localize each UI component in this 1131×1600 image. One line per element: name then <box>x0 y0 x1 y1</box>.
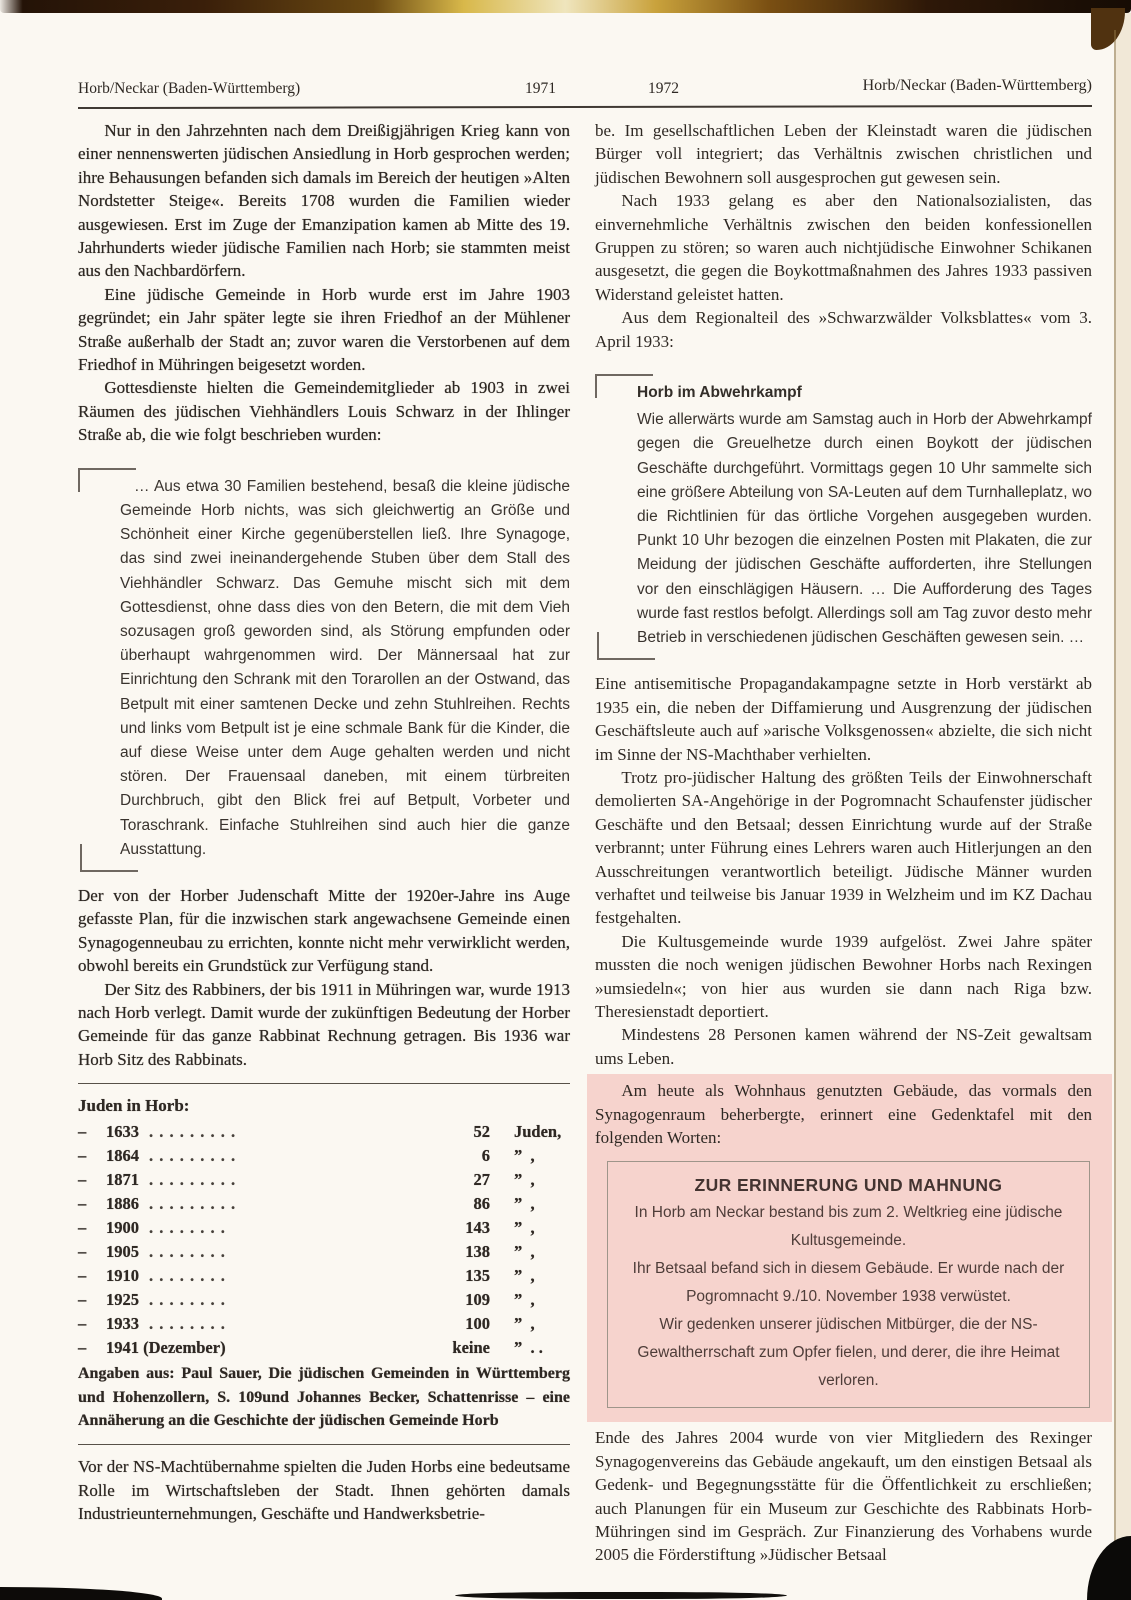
statistics-rows <box>78 1120 570 1360</box>
paragraph: Aus dem Regionalteil des »Schwarzwälder Volksblattes« vom 3. April 1933: <box>595 308 1092 351</box>
right-paragraph-group-3 <box>595 1426 1092 1566</box>
paragraph: be. Im gesellschaftlichen Leben der Kleinstadt waren die jüdischen Bürger voll integriert; das Verhältnis zwischen christlichen und jüdischen Bewohnern soll ausgesprochen gut gewesen sein. <box>595 121 1092 187</box>
paragraph: Trotz pro-jüdischer Haltung des größten Teils der Einwohnerschaft demolierten SA-Angehörige in der Pogromnacht Schaufenster jüdischer Geschäfte und den Betsaal; dessen Einrichtung wurde auf der Straße verbrannt; unter Führung eines Lehrers waren auch Hitlerjungen an den Ausschreitungen verantwortlich beteiligt. Jüdische Männer wurden verhaftet und teilweise bis Januar 1939 in Welzheim und im KZ Dachau festgehalten. <box>595 767 1092 928</box>
left-paragraph-group-1 <box>78 119 570 447</box>
stat-row <box>78 1216 570 1240</box>
left-column <box>78 119 570 1526</box>
section-rule <box>78 1083 570 1084</box>
scan-edge-top <box>0 0 1131 13</box>
stat-dot-leader: . . . . . . . . . <box>149 1122 237 1142</box>
right-paragraph-group-1 <box>595 119 1092 353</box>
stat-dot-leader <box>226 1336 442 1360</box>
stat-dot-leader: . . . . . . . . . <box>149 1170 237 1190</box>
stat-row <box>78 1288 570 1312</box>
stat-unit: ” , <box>514 1218 535 1238</box>
left-paragraph-group-3 <box>78 1455 570 1525</box>
stat-count: 100 <box>465 1314 490 1334</box>
left-paragraph-group-2 <box>78 884 570 1071</box>
stat-dash: – <box>78 1218 87 1238</box>
stat-dash: – <box>78 1314 87 1334</box>
stat-row <box>78 1264 570 1288</box>
paragraph: Gottesdienste hielten die Gemeindemitglieder ab 1903 in zwei Räumen des jüdischen Viehhändlers Louis Schwarz in der Ihlinger Straße ab, die wie folgt beschrieben wurden: <box>78 378 570 445</box>
paragraph: Der von der Horber Judenschaft Mitte der 1920er-Jahre ins Auge gefasste Plan, für die inzwischen stark angewachsene Gemeinde einen Synagogenneubau zu errichten, konnte nicht mehr verwirklicht werden, obwohl bereits ein Grundstück zur Verfügung stand. <box>78 885 570 976</box>
right-paragraph-group-2 <box>595 672 1092 1070</box>
stat-count: keine <box>452 1338 490 1358</box>
statistics-heading: Juden in Horb: <box>78 1096 190 1116</box>
stat-year: 1905 <box>106 1242 139 1262</box>
stat-count: 135 <box>465 1266 490 1286</box>
column-number-left: 1971 <box>525 80 556 97</box>
stat-dash: – <box>78 1338 87 1358</box>
stat-year: 1925 <box>106 1290 139 1310</box>
page-edge-strip <box>1116 13 1131 1600</box>
section-rule <box>78 1444 570 1445</box>
stat-unit: ” . . <box>514 1338 543 1358</box>
stat-row <box>78 1168 570 1192</box>
stat-unit: ” , <box>514 1146 535 1166</box>
paragraph: Der Sitz des Rabbiners, der bis 1911 in Mühringen war, wurde 1913 nach Horb verlegt. Damit wurde der zukünftigen Bedeutung der Horber Gemeinde für das ganze Rabbinat Rechnung getragen. Bis 1936 war Horb Sitz des Rabbinats. <box>78 979 570 1069</box>
statistics-source <box>78 1362 570 1432</box>
stat-dash: – <box>78 1266 87 1286</box>
stat-dash: – <box>78 1146 87 1166</box>
stat-dash: – <box>78 1122 87 1142</box>
paragraph: Eine jüdische Gemeinde in Horb wurde erst im Jahre 1903 gegründet; ein Jahr später legte sie ihren Friedhof an der Mühlener Straße außerhalb der Stadt an; zuvor waren die Verstorbenen auf dem Friedhof in Mühringen beigesetzt worden. <box>78 284 570 375</box>
stat-year: 1941 (Dezember) <box>106 1338 226 1358</box>
stat-row <box>78 1144 570 1168</box>
stat-year: 1871 <box>106 1170 139 1190</box>
quote-text: Wie allerwärts wurde am Samstag auch in Horb der Abwehrkampf gegen die Greuelhetze durch einen Boykott der jüdischen Geschäfte durchgeführt. Vormittags gegen 10 Uhr sammelte sich eine größere Abteilung von SA-Leuten auf dem Turnhalleplatz, wo die Richtlinien für das örtliche Vorgehen ausgegeben wurden. Punkt 10 Uhr bezogen die einzelnen Posten mit Plakaten, die zur Meidung der jüdischen Geschäfte aufforderten, ihre Stellungen vor den einschlägigen Häusern. … Die Aufforderung des Tages wurde fast restlos befolgt. Allerdings soll am Tag zuvor desto mehr Betrieb in verschiedenen jüdischen Geschäften gewesen sein. … <box>637 411 1092 647</box>
stat-count: 86 <box>473 1194 490 1214</box>
stat-count: 143 <box>465 1218 490 1238</box>
header-rule <box>78 105 1092 109</box>
stat-dash: – <box>78 1194 87 1214</box>
stat-year: 1633 <box>106 1122 139 1142</box>
stat-count: 109 <box>465 1290 490 1310</box>
plaque-title: ZUR ERINNERUNG UND MAHNUNG <box>694 1175 1003 1196</box>
scan-mark-bottom-center <box>455 1592 787 1599</box>
right-column <box>595 119 1092 1567</box>
plaque-lines <box>622 1199 1075 1395</box>
stat-year: 1900 <box>106 1218 139 1238</box>
stat-dash: – <box>78 1170 87 1190</box>
paragraph: Ende des Jahres 2004 wurde von vier Mitgliedern des Rexinger Synagogenvereins das Gebäude angekauft, um den einstigen Betsaal als Gedenk- und Begegnungsstätte für die Öffentlichkeit zu erschließen; auch Planungen für ein Museum zur Geschichte des Rabbinats Horb-Mühringen sind im Gespräch. Zur Finanzierung des Vorhabens wurde 2005 die Förderstiftung »Jüdischer Betsaal <box>595 1428 1092 1565</box>
scan-mark-bottom-left <box>0 1587 162 1600</box>
stat-dot-leader: . . . . . . . . . <box>149 1194 237 1214</box>
quote-text: … Aus etwa 30 Familien bestehend, besaß die kleine jüdische Gemeinde Horb nichts, was sich gleichwertig an Größe und Schönheit einer Kirche gegenüberstellen ließ. Ihre Synagoge, das sind zwei ineinandergehende Stuben über dem Stall des Viehhändler Schwarz. Das Gemuhe mischt sich mit dem Gottesdienst, ohne dass dies von den Betern, die mit dem Vieh sozusagen groß geworden sind, als Störung empfunden oder überhaupt wahrgenommen wird. Der Männersaal hat zur Einrichtung den Schrank mit den Torarollen an der Ostwand, das Betpult mit einer samtenen Decke und zehn Stuhlreihen. Rechts und links vom Betpult ist je eine schmale Bank für die Kinder, die auf diese Weise unter dem Auge gehalten werden und nicht stören. Der Frauensaal daneben, mit einem türbreiten Durchbruch, gibt den Blick frei auf Betpult, Vorbeter und Toraschrank. Einfache Stuhlreihen sind auch hier die ganze Ausstattung. <box>120 477 570 858</box>
source-line: und Johannes Becker, Schattenrisse – eine Annäherung an die Geschichte der jüdischen Gemeinde Horb <box>78 1388 570 1429</box>
stat-dash: – <box>78 1242 87 1262</box>
stat-unit: Juden, <box>514 1122 562 1142</box>
stat-count: 52 <box>473 1122 490 1142</box>
quote-block-synagogue-description <box>78 463 570 874</box>
stat-dot-leader: . . . . . . . . <box>149 1314 226 1334</box>
plaque-line: In Horb am Neckar bestand bis zum 2. Weltkrieg eine jüdische Kultusgemeinde. <box>634 1204 1063 1250</box>
page-edge-line <box>1114 30 1116 1544</box>
header-title-right: Horb/Neckar (Baden-Württemberg) <box>862 77 1092 94</box>
paragraph: Nach 1933 gelang es aber den Nationalsozialisten, das einvernehmliche Verhältnis zwischen den beiden konfessionellen Gruppen zu stören; so waren auch nichtjüdische Einwohner Schikanen ausgesetzt, die gegen die Boykottmaßnahmen des Jahres 1933 passiven Widerstand geleistet hatten. <box>595 191 1092 304</box>
stat-count: 6 <box>481 1146 490 1166</box>
stat-year: 1864 <box>106 1146 139 1166</box>
stat-row <box>78 1312 570 1336</box>
stat-dot-leader: . . . . . . . . <box>149 1218 226 1238</box>
stat-year: 1933 <box>106 1314 139 1334</box>
memorial-plaque <box>607 1161 1090 1408</box>
stat-dot-leader: . . . . . . . . . <box>149 1146 237 1166</box>
population-statistics <box>78 1094 570 1432</box>
stat-year: 1910 <box>106 1266 139 1286</box>
stat-count: 27 <box>473 1170 490 1190</box>
stat-unit: ” , <box>514 1194 535 1214</box>
stat-dot-leader: . . . . . . . . <box>149 1290 226 1310</box>
header-title-left: Horb/Neckar (Baden-Württemberg) <box>78 80 301 97</box>
paragraph: Die Kultusgemeinde wurde 1939 aufgelöst. Zwei Jahre später mussten die noch wenigen jüdischen Bewohner Horbs nach Rexingen »umsiedeln«; von hier aus wurden sie dann nach Riga bzw. Theresienstadt deportiert. <box>595 931 1092 1021</box>
page-header <box>78 77 1092 102</box>
paragraph: Eine antisemitische Propagandakampagne setzte in Horb verstärkt ab 1935 ein, die neben der Diffamierung und Ausgrenzung der jüdischen Geschäftsleute auch auf »arische Volksgenossen« abzielte, die sich nicht im Sinne der NS-Machthaber verhielten. <box>595 674 1092 764</box>
paragraph: Mindestens 28 Personen kamen während der NS-Zeit gewaltsam ums Leben. <box>595 1025 1092 1068</box>
stat-unit: ” , <box>514 1242 535 1262</box>
stat-dot-leader: . . . . . . . . <box>149 1242 226 1262</box>
quote-heading: Horb im Abwehrkampf <box>637 384 802 402</box>
stat-dash: – <box>78 1290 87 1310</box>
stat-unit: ” , <box>514 1314 535 1334</box>
stat-unit: ” , <box>514 1266 535 1286</box>
plaque-line: Wir gedenken unserer jüdischen Mitbürger, die der NS-Gewaltherrschaft zum Opfer fielen, und derer, die ihre Heimat verloren. <box>637 1316 1060 1390</box>
scan-mark-bottom-right <box>1087 1536 1131 1600</box>
stat-count: 138 <box>465 1242 490 1262</box>
stat-row <box>78 1336 570 1360</box>
paragraph: Vor der NS-Machtübernahme spielten die Juden Horbs eine bedeutsame Rolle im Wirtschaftsleben der Stadt. Ihnen gehörten damals Industrieunternehmungen, Geschäfte und Handwerksbetrie- <box>78 1457 570 1524</box>
stat-row <box>78 1240 570 1264</box>
stat-year: 1886 <box>106 1194 139 1214</box>
stat-unit: ” , <box>514 1170 535 1190</box>
plaque-line: Ihr Betsaal befand sich in diesem Gebäude. Er wurde nach der Pogromnacht 9./10. November 1938 verwüstet. <box>632 1260 1065 1306</box>
source-line: Angaben aus: Paul Sauer, Die jüdischen Gemeinden in Württemberg und Hohenzollern, S. 109 <box>78 1365 570 1406</box>
highlight-intro: Am heute als Wohnhaus genutzten Gebäude, das vormals den Synagogenraum beherbergte, erinnert eine Gedenktafel mit den folgenden Worten: <box>595 1081 1092 1148</box>
stat-row <box>78 1192 570 1216</box>
quote-block-newspaper <box>595 369 1092 662</box>
highlight-block <box>587 1074 1112 1422</box>
stat-dot-leader: . . . . . . . . <box>149 1266 226 1286</box>
stat-unit: ” , <box>514 1290 535 1310</box>
paragraph: Nur in den Jahrzehnten nach dem Dreißigjährigen Krieg kann von einer nennenswerten jüdischen Ansiedlung in Horb gesprochen werden; ihre Behausungen befanden sich damals im Bereich der heutigen »Alten Nordstetter Steige«. Bereits 1708 wurden die Familien wieder ausgewiesen. Erst im Zuge der Emanzipation kamen ab Mitte des 19. Jahrhunderts wieder jüdische Familien nach Horb; sie stammten meist aus den Nachbardörfern. <box>78 121 570 281</box>
column-number-right: 1972 <box>648 80 679 97</box>
stat-row <box>78 1120 570 1144</box>
